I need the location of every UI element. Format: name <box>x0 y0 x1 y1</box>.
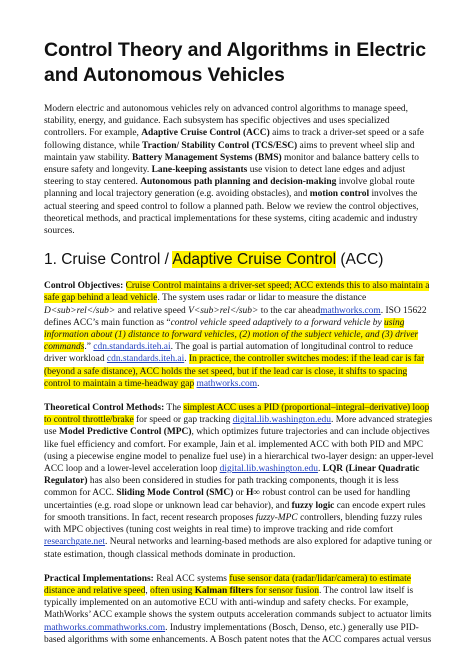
text-run: . <box>317 464 323 475</box>
highlighted-text: In practice, the controller switches modes: if the lead car is far (beyond a safe distance), ACC holds the set speed, but if the lead car is close, it shifts to spacing control to maintain a time-headway gap <box>44 354 425 389</box>
section-heading-prefix: 1. Cruise Control / <box>44 251 173 269</box>
bold-text: motion control <box>309 189 370 200</box>
text-run: D<sub>rel</sub> <box>44 305 116 316</box>
citation-link[interactable]: cdn.standards.iteh.ai <box>93 342 171 353</box>
bold-text: LQR (Linear Quadratic Regulator) <box>44 464 420 487</box>
text-run: . <box>257 378 260 389</box>
text-run: can encode expert rules for smooth transitions. In fact, recent research proposes <box>44 500 426 523</box>
text-run: . Industry implementations (Bosch, Denso, etc.) generally use PID-based algorithms with some enhancements. A Bosch patent notes that the ACC compares actual versus <box>44 622 432 645</box>
text-run: . The system uses radar or lidar to measure the distance <box>157 293 367 304</box>
text-run: to the car ahead <box>258 305 321 316</box>
text-run: monitor and balance battery cells to ensure safety and longevity. <box>44 152 419 176</box>
text-run: has also been considered in studies for path tracking components, though it is less common for ACC. <box>44 476 399 499</box>
bold-text: Battery Management Systems (BMS) <box>131 152 282 163</box>
page-title: Control Theory and Algorithms in Electric and Autonomous Vehicles <box>44 39 426 86</box>
theoretical-methods-paragraph <box>44 402 434 561</box>
citation-link[interactable]: digital.lib.washington.edu <box>219 464 318 475</box>
citation-link[interactable]: digital.lib.washington.edu <box>232 415 331 426</box>
text-run: Real ACC systems <box>153 573 230 584</box>
text-run: controllers, blending fuzzy rules with MPC objectives (tuning cost weights in real time) to improve tracking and ride comfort <box>44 512 423 536</box>
intro-paragraph <box>44 103 434 237</box>
bold-text: H∞ <box>245 488 261 499</box>
text-run: use vision to detect lane edges and adjust steering to stay centered. <box>44 165 406 188</box>
highlighted-text: for sensor fusion <box>253 585 319 596</box>
bold-text: Traction/ Stability Control (TCS/ESC) <box>142 140 298 151</box>
text-run: and relative speed <box>115 305 189 316</box>
text-run: robust control can be used for handling uncertainties (e.g. road slope or unknown lead car behavior), and <box>44 488 411 511</box>
control-objectives-paragraph <box>44 280 434 390</box>
highlighted-text: Cruise Control maintains a driver-set speed; ACC extends this to also maintain a safe gap behind a lead vehicle <box>44 281 430 304</box>
highlighted-text: using information about (1) distance to forward vehicles, (2) motion of the subject vehicle, and (3) driver commands <box>44 317 419 353</box>
citation-link[interactable]: researchgate.net <box>44 537 106 548</box>
highlighted-text: often using <box>150 585 195 596</box>
section-heading-suffix: (ACC) <box>336 251 384 269</box>
text-run: . The control law itself is typically implemented on an automotive ECU with anti-windup and safety checks. For example, MathWorks’ ACC example shows the system outputs acceleration commands subject to actuator limits <box>44 585 432 621</box>
text-run: . More advanced strategies use <box>44 415 433 438</box>
text-run: , <box>145 585 151 596</box>
text-run: involve global route planning and local trajectory generation (e.g. avoiding obstacles), and <box>44 177 415 200</box>
text-run: . The goal is partial automation of longitudinal control to reduce driver workload <box>44 342 413 365</box>
highlighted-text: Kalman filters <box>194 585 254 596</box>
practical-implementations-paragraph <box>44 573 434 646</box>
section-heading-cruise-control <box>44 250 434 270</box>
text-run: Modern electric and autonomous vehicles rely on advanced control algorithms to manage speed, stability, energy, and guidance. Each subsystem has specific objectives and uses specialized controllers. For example, <box>44 104 409 139</box>
text-run: control vehicle speed adaptively to a forward vehicle by <box>170 317 385 328</box>
highlighted-text: fuse sensor data (radar/lidar/camera) to estimate distance and relative speed <box>44 573 411 596</box>
text-run: aims to track a driver-set speed or a safe following distance, while <box>44 128 424 151</box>
text-run: . ISO 15622 defines ACC’s main function as “ <box>44 305 427 328</box>
text-run: V<sub>rel</sub> <box>188 305 259 316</box>
highlighted-text: simplest ACC uses a PID (proportional–integral–derivative) loop to control throttle/brake <box>44 403 430 426</box>
text-run: for speed or gap tracking <box>133 415 233 426</box>
bold-text: Autonomous path planning and decision-making <box>140 177 337 188</box>
bold-text: Theoretical Control Methods: <box>44 403 165 414</box>
text-run: involves the actual steering and speed control to follow a planned path. Below we review the control objectives, theoretical methods, and practical implementations for these systems, citing academic and industry sources. <box>44 189 419 237</box>
bold-text: Sliding Mode Control (SMC) <box>116 488 234 499</box>
text-run: The <box>164 403 184 414</box>
text-run: aims to prevent wheel slip and maintain yaw stability. <box>44 140 415 163</box>
bold-text: fuzzy logic <box>291 500 335 511</box>
citation-link[interactable]: mathworks.commathworks.com <box>44 622 166 633</box>
bold-text: Adaptive Cruise Control (ACC) <box>141 128 270 139</box>
bold-text: Lane-keeping assistants <box>151 165 248 176</box>
text-run: , which optimizes future trajectories and can include objectives like fuel efficiency and comfort. For example, Jain et al. implemented ACC with both PID and MPC (using a piecewise engine model to penalize fuel use) in a hierarchical two-layer design: an upper-level ACC loop and a lower-level acceleration loop <box>44 427 434 475</box>
text-run: . Neural networks and learning-based methods are also explored for adaptive tuning or state estimation, though classical methods dominate in production. <box>44 537 432 560</box>
section-heading-highlight: Adaptive Cruise Control <box>172 251 337 269</box>
bold-text: Control Objectives: <box>44 281 124 292</box>
text-run: fuzzy-MPC <box>255 512 298 523</box>
citation-link[interactable]: mathworks.com <box>320 305 381 316</box>
citation-link[interactable]: mathworks.com <box>196 378 258 389</box>
bold-text: Model Predictive Control (MPC) <box>58 427 192 438</box>
citation-link[interactable]: cdn.standards.iteh.ai <box>106 354 185 365</box>
text-run: or <box>233 488 246 499</box>
text-run: .” <box>84 342 94 353</box>
text-run: . <box>184 354 189 365</box>
bold-text: Practical Implementations: <box>44 573 154 584</box>
